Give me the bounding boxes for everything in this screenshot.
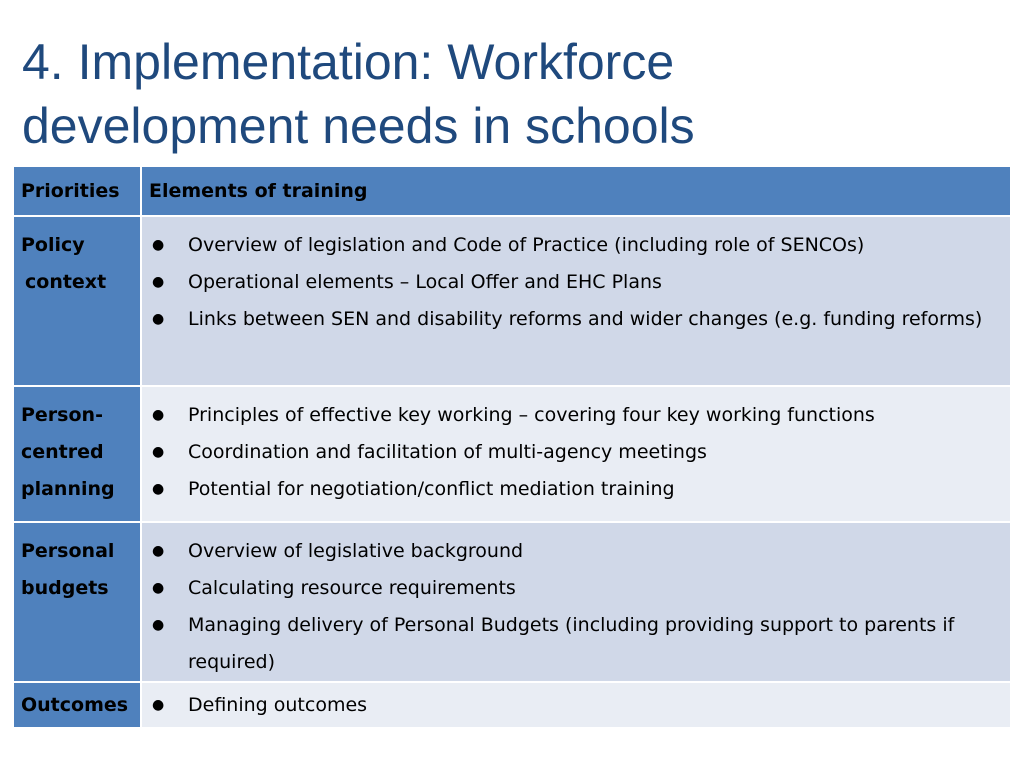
bullet-list xyxy=(142,687,1002,724)
list-item-text: Principles of effective key working – covering four key working functions xyxy=(188,404,875,426)
table-header-row xyxy=(13,166,1011,216)
list-item xyxy=(142,607,1002,681)
priority-cell xyxy=(13,522,141,682)
list-item xyxy=(142,687,1002,724)
priority-cell xyxy=(13,216,141,386)
table-row xyxy=(13,386,1011,522)
list-item-text: Calculating resource requirements xyxy=(188,577,516,599)
elements-cell xyxy=(141,386,1011,522)
bullet-icon: ● xyxy=(152,617,165,633)
list-item-text: Defining outcomes xyxy=(188,694,368,716)
bullet-icon: ● xyxy=(152,697,165,713)
bullet-icon: ● xyxy=(152,407,165,423)
bullet-list xyxy=(142,227,1002,338)
elements-cell xyxy=(141,216,1011,386)
priority-label-line: planning xyxy=(21,478,115,500)
title-line-1: 4. Implementation: Workforce xyxy=(22,34,675,90)
bullet-icon: ● xyxy=(152,237,165,253)
bullet-icon: ● xyxy=(152,274,165,290)
table-row xyxy=(13,216,1011,386)
bullet-icon: ● xyxy=(152,311,165,327)
list-item xyxy=(142,301,1002,338)
bullet-icon: ● xyxy=(152,580,165,596)
bullet-icon: ● xyxy=(152,481,165,497)
list-item-text: Links between SEN and disability reforms and wider changes (e.g. funding reforms) xyxy=(188,308,983,330)
list-item xyxy=(142,227,1002,264)
list-item xyxy=(142,570,1002,607)
priority-label-line: Outcomes xyxy=(21,694,129,716)
priority-label-line: centred xyxy=(21,441,104,463)
table-row xyxy=(13,522,1011,682)
priority-cell xyxy=(13,682,141,728)
list-item-text: Overview of legislative background xyxy=(188,540,524,562)
list-item xyxy=(142,434,1002,471)
priority-label-line: context xyxy=(25,271,107,293)
training-table xyxy=(12,165,1012,729)
bullet-icon: ● xyxy=(152,444,165,460)
list-item xyxy=(142,533,1002,570)
list-item xyxy=(142,264,1002,301)
bullet-list xyxy=(142,397,1002,508)
slide-title xyxy=(22,30,1002,158)
list-item xyxy=(142,397,1002,434)
elements-cell xyxy=(141,522,1011,682)
priority-label-line: Policy xyxy=(21,234,85,256)
list-item-text: Coordination and facilitation of multi-agency meetings xyxy=(188,441,707,463)
list-item-text: Managing delivery of Personal Budgets (including providing support to parents if required) xyxy=(188,614,955,673)
title-line-2: development needs in schools xyxy=(22,98,695,154)
list-item-text: Operational elements – Local Offer and EHC Plans xyxy=(188,271,662,293)
priority-label-line: Person- xyxy=(21,404,103,426)
priority-cell xyxy=(13,386,141,522)
priority-label-line: Personal xyxy=(21,540,115,562)
header-elements-of-training: Elements of training xyxy=(141,166,1011,216)
bullet-list xyxy=(142,533,1002,681)
bullet-icon: ● xyxy=(152,543,165,559)
list-item-text: Overview of legislation and Code of Practice (including role of SENCOs) xyxy=(188,234,865,256)
list-item xyxy=(142,471,1002,508)
elements-cell xyxy=(141,682,1011,728)
table-row xyxy=(13,682,1011,728)
priority-label-line: budgets xyxy=(21,577,109,599)
header-priorities: Priorities xyxy=(13,166,141,216)
list-item-text: Potential for negotiation/conflict mediation training xyxy=(188,478,675,500)
